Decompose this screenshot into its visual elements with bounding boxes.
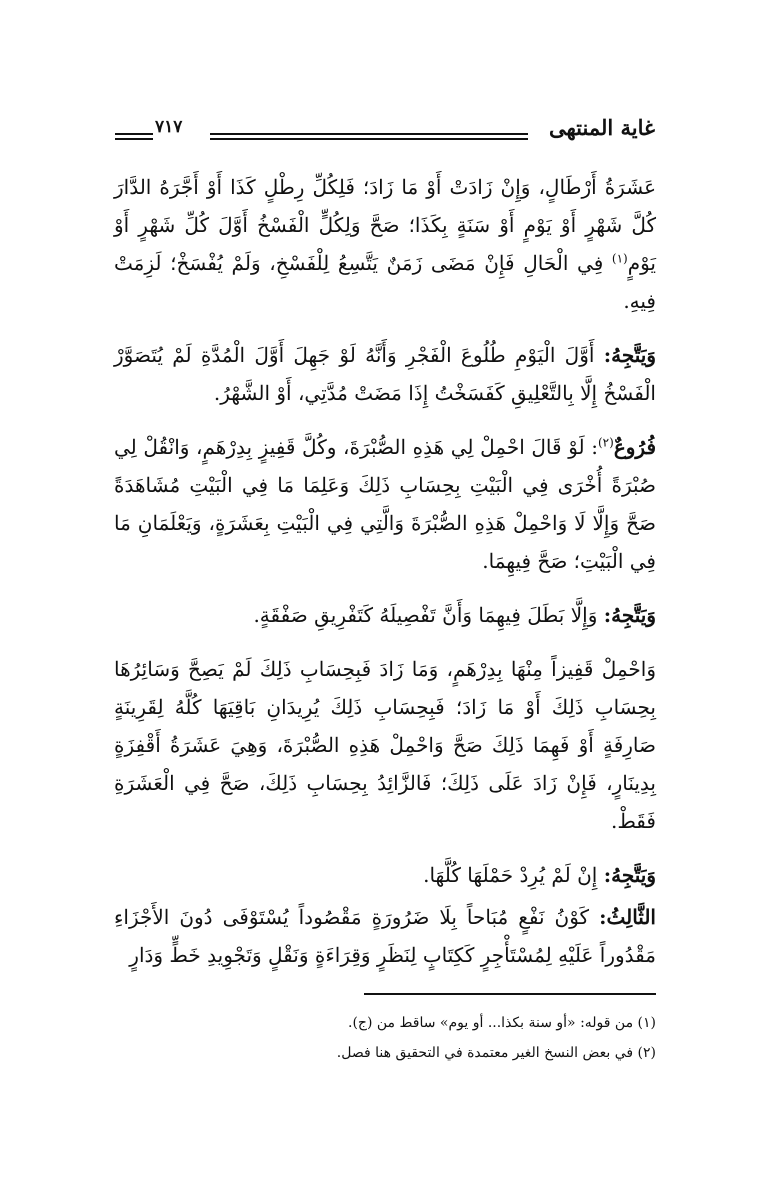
paragraph-lead: الثَّالِثُ: bbox=[599, 905, 656, 929]
paragraph-1 bbox=[114, 168, 656, 320]
footnotes bbox=[114, 1008, 656, 1068]
paragraph-text: كَوْنُ نَفْعٍ مُبَاحاً بِلَا ضَرُورَةٍ مَقْصُوداً يُسْتَوْفَى دُونَ الأَجْزَاءِ مَقْدُوراً عَلَيْهِ لِمُسْتَأْجِرٍ كَكِتَابٍ لِنَظَرٍ وَقِرَاءَةٍ وَنَقْلٍ وَتَجْوِيدِ خَطٍّ وَدَارٍ bbox=[114, 905, 656, 967]
paragraph-2 bbox=[114, 336, 656, 412]
header-rule-short bbox=[115, 133, 153, 135]
page-header bbox=[115, 113, 655, 147]
paragraph-lead: وَيَتَّجِهُ: bbox=[603, 863, 656, 887]
paragraph-5 bbox=[114, 650, 656, 840]
page-number: ٧١٧ bbox=[155, 117, 183, 137]
paragraph-3 bbox=[114, 428, 656, 580]
paragraph-7 bbox=[114, 898, 656, 974]
header-rule bbox=[210, 138, 528, 140]
paragraph-6 bbox=[114, 856, 656, 894]
paragraph-text: عَشَرَةُ أَرْطَالٍ، وَإِنْ زَادَتْ أَوْ مَا زَادَ؛ فَلِكُلِّ رِطْلٍ كَذَا أَوْ أَجَّرَهُ الدَّارَ كُلَّ شَهْرٍ أَوْ يَوْمٍ أَوْ سَنَةٍ بِكَذَا؛ صَحَّ وَلِكُلٍّ الْفَسْخُ أَوَّلَ كُلِّ شَهْرٍ أَوْ يَوْمٍ bbox=[114, 175, 656, 275]
footnote-ref: (١) bbox=[611, 251, 628, 266]
main-text bbox=[114, 168, 656, 978]
paragraph-text: إِنْ لَمْ يُرِدْ حَمْلَهَا كُلَّهَا. bbox=[423, 863, 604, 887]
paragraph-lead: وَيَتَّجِهُ: bbox=[603, 603, 656, 627]
paragraph-text: فِي الْحَالِ فَإِنْ مَضَى زَمَنٌ يَتَّسِعُ لِلْفَسْخِ، وَلَمْ يُفْسَخْ؛ لَزِمَتْ فِيهِ. bbox=[114, 251, 656, 313]
paragraph-text: وَاحْمِلْ قَفِيزاً مِنْهَا بِدِرْهَمٍ، وَمَا زَادَ فَبِحِسَابِ ذَلِكَ لَمْ يَصِحَّ وَسَائِرُهَا بِحِسَابِ ذَلِكَ أَوْ مَا زَادَ؛ فَبِحِسَابِ ذَلِكَ يُرِيدَانِ بَاقِيَهَا كُلَّهُ لِقَرِينَةٍ صَارِفَةٍ أَوْ فَهِمَا ذَلِكَ صَحَّ وَاحْمِلْ هَذِهِ الصُّبْرَةَ، وَهِيَ عَشَرَةُ أَقْفِزَةٍ بِدِينَارٍ، فَإِنْ زَادَ عَلَى ذَلِكَ؛ فَالزَّائِدُ بِحِسَابِ ذَلِكَ، صَحَّ فِي الْعَشَرَةِ فَقَطْ. bbox=[114, 657, 656, 833]
header-rule bbox=[210, 133, 528, 135]
book-title: غاية المنتهى bbox=[548, 115, 655, 140]
paragraph-text: وَإِلَّا بَطَلَ فِيهِمَا وَأَنَّ تَفْصِيلَهُ كَتَفْرِيقِ صَفْقَةٍ. bbox=[253, 603, 604, 627]
paragraph-text: : لَوْ قَالَ احْمِلْ لِي هَذِهِ الصُّبْرَةَ، وكُلَّ قَفِيزٍ بِدِرْهَمٍ، وَانْقُلْ لِي صُبْرَةً أُخْرَى فِي الْبَيْتِ بِحِسَابِ ذَلِكَ وَعَلِمَا مَا فِي الْبَيْتِ مُشَاهَدَةً صَحَّ وَإِلَّا لَا وَاحْمِلْ هَذِهِ الصُّبْرَةَ وَالَّتِي فِي الْبَيْتِ بِعَشَرَةٍ، وَيَعْلَمَانِ مَا فِي الْبَيْتِ؛ صَحَّ فِيهِمَا. bbox=[114, 435, 656, 573]
paragraph-lead: فُرُوعٌ bbox=[613, 435, 656, 459]
footnote-ref: (٢) bbox=[597, 435, 614, 450]
paragraph-lead: وَيَتَّجِهُ: bbox=[603, 343, 656, 367]
paragraph-4 bbox=[114, 596, 656, 634]
footnote-2: (٢) في بعض النسخ الغير معتمدة في التحقيق هنا فصل. bbox=[336, 1045, 656, 1061]
header-rule-short bbox=[115, 138, 153, 140]
footnote-divider bbox=[364, 993, 656, 995]
footnote-1: (١) من قوله: «أو سنة بكذا... أو يوم» ساقط من (ج). bbox=[348, 1015, 656, 1031]
paragraph-text: أَوَّلَ الْيَوْمِ طُلُوعَ الْفَجْرِ وَأَنَّهُ لَوْ جَهِلَ أَوَّلَ الْمُدَّةِ لَمْ يُتَصَوَّرْ الْفَسْخُ إِلَّا بِالتَّعْلِيقِ كَفَسَخْتُ إِذَا مَضَتْ مُدَّتِي، أَوْ الشَّهْرُ. bbox=[114, 343, 656, 405]
